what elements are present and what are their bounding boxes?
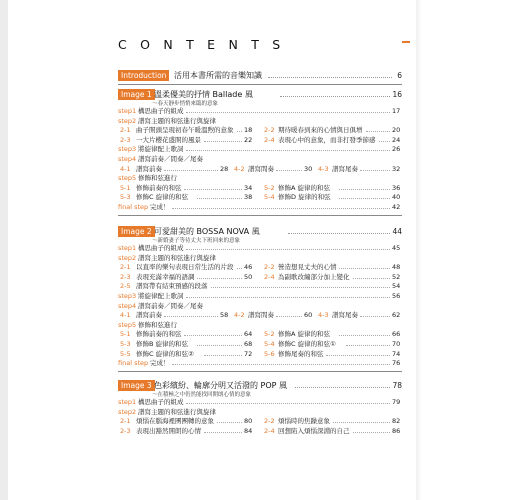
- entry-label: 2-3: [120, 272, 131, 281]
- leader-dots: [280, 96, 390, 97]
- entry-label: step1: [118, 107, 137, 115]
- entry-page: 82: [392, 417, 401, 426]
- entry-label: step4: [118, 155, 137, 163]
- entry-text: 將旋律配上歌詞: [138, 292, 184, 300]
- entry-label: 2-3: [120, 426, 131, 435]
- intro-title: 活用本書所需的音樂知識: [174, 71, 262, 80]
- entry-label: 4-2: [234, 311, 245, 320]
- leader-dots: [186, 112, 390, 113]
- leader-dots: [295, 387, 390, 388]
- entry-label: 5-2: [264, 330, 275, 339]
- entry-page: 86: [392, 426, 401, 435]
- entry-label: step3: [118, 292, 137, 300]
- toc-row[interactable]: [118, 292, 402, 301]
- entry-page: 66: [392, 330, 401, 339]
- entry-text: 表現心中的意象，而非打發季節感: [278, 135, 376, 144]
- toc-row[interactable]: [118, 340, 402, 349]
- entry-text: 修飾C 旋律的和弦②: [136, 349, 194, 358]
- section-subtitle: 〜新婚妻子等待丈夫下班回來的意象: [152, 238, 241, 244]
- entry-label: step1: [118, 244, 137, 252]
- toc-row[interactable]: [118, 117, 402, 126]
- toc-row[interactable]: [118, 302, 402, 311]
- leader-dots: [186, 403, 390, 404]
- entry-page: 17: [392, 107, 401, 115]
- entry-page: 46: [244, 263, 253, 272]
- entry-page: 70: [392, 340, 401, 348]
- leader-dots: [366, 131, 390, 132]
- entry-page: 24: [392, 135, 401, 144]
- entry-label: step4: [118, 301, 137, 310]
- entry-page: 72: [244, 349, 253, 358]
- entry-page: 64: [244, 330, 253, 339]
- entry-label: 2-4: [264, 272, 275, 281]
- entry-text: 譜寫尾奏: [332, 164, 358, 173]
- section-tag: Image 3: [118, 380, 155, 391]
- section-page: 16: [392, 90, 402, 99]
- entry-text: 一大片櫻花盛開的風景: [136, 135, 201, 144]
- leader-dots: [339, 198, 390, 199]
- section-title: 可愛甜美的 BOSSA NOVA 風: [154, 227, 260, 236]
- toc-row[interactable]: [118, 155, 402, 164]
- entry-label: step5: [118, 174, 137, 183]
- leader-dots: [339, 189, 390, 190]
- entry-page: 68: [244, 340, 253, 348]
- entry-text: 完成！: [150, 203, 170, 211]
- toc-row[interactable]: [118, 184, 402, 193]
- entry-page: 38: [244, 193, 253, 202]
- page-spine: [0, 0, 8, 500]
- entry-page: 40: [392, 193, 401, 202]
- toc-row[interactable]: [118, 359, 402, 368]
- entry-text: 煩惱時的焦躁意象: [278, 417, 330, 426]
- entry-text: 修飾B 旋律的和弦: [136, 340, 189, 348]
- section-subtitle: 〜春天靜步悄悄來臨的意象: [152, 101, 219, 107]
- entry-text: 修飾A 旋律的和弦: [278, 183, 331, 192]
- leader-dots: [346, 345, 390, 346]
- toc-row[interactable]: [118, 408, 402, 417]
- entry-label: 2-2: [264, 126, 275, 135]
- leader-dots: [197, 345, 242, 346]
- toc-row[interactable]: [118, 145, 402, 154]
- toc-row[interactable]: [118, 330, 402, 339]
- entry-text: 修飾C 旋律的和弦①: [278, 340, 336, 348]
- entry-page: 32: [392, 164, 401, 173]
- entry-page: 26: [392, 145, 401, 154]
- entry-text: 譜寫尾奏: [332, 311, 358, 320]
- entry-label: step2: [118, 407, 137, 416]
- entry-text: 曲子開頭呈現初春午暖溫煦的意象: [136, 126, 234, 135]
- entry-page: 20: [392, 126, 401, 135]
- entry-text: 譜寫間奏: [248, 311, 274, 320]
- entry-label: step2: [118, 116, 137, 125]
- entry-text: 修飾D 旋律的和弦: [278, 193, 331, 202]
- entry-text: 譜寫帶有結束預感的段落: [136, 282, 208, 291]
- section-tag: Image 2: [118, 226, 155, 237]
- entry-text: 營造想見丈夫的心情: [278, 263, 337, 272]
- entry-text: 修飾前奏的和弦: [136, 330, 182, 339]
- entry-label: 2-2: [264, 417, 275, 426]
- section-title: 溫柔優美的抒情 Ballade 風: [154, 90, 253, 99]
- section-subtitle: 〜在積極之中仍然能找回開朗心情的意象: [152, 392, 252, 398]
- leader-dots: [172, 208, 390, 209]
- leader-dots: [276, 316, 302, 317]
- toc-row[interactable]: [118, 107, 402, 116]
- entry-label: 4-1: [120, 164, 131, 173]
- leader-dots: [276, 170, 302, 171]
- leader-dots: [353, 432, 390, 433]
- entry-text: 期待暖春到來的心情與日俱增: [278, 126, 363, 135]
- entry-label: 5-2: [264, 183, 275, 192]
- entry-text: 構思曲子的組成: [138, 244, 184, 252]
- leader-dots: [204, 355, 242, 356]
- intro-page: 6: [397, 71, 402, 80]
- entry-label: 2-1: [120, 263, 131, 272]
- entry-page: 18: [244, 126, 253, 135]
- entry-page: 28: [220, 164, 229, 173]
- contents-title: CONTENTS: [118, 37, 294, 52]
- toc-row[interactable]: [118, 263, 402, 272]
- leader-dots: [217, 422, 242, 423]
- entry-page: 54: [392, 282, 401, 291]
- entry-label: final step: [118, 359, 149, 368]
- intro-entry[interactable]: [118, 70, 402, 82]
- entry-page: 52: [392, 272, 401, 281]
- leader-dots: [326, 355, 390, 356]
- section-2: [118, 226, 402, 368]
- toc-row[interactable]: [118, 126, 402, 135]
- entry-text: 譜寫前奏／間奏／尾奏: [138, 155, 203, 163]
- leader-dots: [288, 233, 390, 234]
- entry-label: 2-3: [120, 135, 131, 144]
- leader-dots: [204, 141, 242, 142]
- leader-dots: [339, 335, 390, 336]
- leader-dots: [204, 432, 242, 433]
- leader-dots: [339, 268, 390, 269]
- leader-dots: [237, 131, 242, 132]
- toc-row[interactable]: [118, 311, 402, 320]
- entry-label: 4-1: [120, 311, 131, 320]
- entry-label: 4-3: [318, 311, 329, 320]
- leader-dots: [164, 316, 218, 317]
- entry-text: 回想陷入煩惱深淵的自己: [278, 426, 350, 435]
- entry-page: 76: [392, 359, 401, 368]
- entry-label: 5-5: [120, 349, 131, 358]
- section-1: [118, 89, 402, 211]
- toc-row[interactable]: [118, 427, 402, 436]
- entry-text: 完成！: [150, 359, 170, 368]
- toc-row[interactable]: [118, 203, 402, 212]
- entry-text: 煩惱在腦海裡團團轉的意象: [136, 417, 214, 426]
- leader-dots: [333, 422, 390, 423]
- entry-page: 45: [392, 244, 401, 252]
- toc-row[interactable]: [118, 254, 402, 263]
- toc-row[interactable]: [118, 273, 402, 282]
- contents-header: [118, 34, 418, 50]
- leader-dots: [197, 278, 242, 279]
- toc-row[interactable]: [118, 165, 402, 174]
- entry-text: 譜寫前奏: [136, 164, 162, 173]
- intro-tag: Introduction: [118, 70, 169, 81]
- entry-text: 構思曲子的組成: [138, 398, 184, 406]
- leader-dots: [184, 335, 242, 336]
- entry-text: 將旋律配上歌詞: [138, 145, 184, 154]
- entry-text: 譜寫間奏: [248, 164, 274, 173]
- entry-label: 2-1: [120, 126, 131, 135]
- section-rule: [118, 215, 402, 216]
- toc-row[interactable]: [118, 321, 402, 330]
- section-page: 78: [392, 381, 402, 390]
- toc-row[interactable]: [118, 282, 402, 291]
- entry-page: 62: [392, 311, 401, 320]
- entry-text: 修飾前奏的和弦: [136, 183, 182, 192]
- entry-page: 50: [244, 272, 253, 281]
- toc-row[interactable]: [118, 398, 402, 407]
- entry-page: 48: [392, 263, 401, 272]
- entry-page: 58: [220, 311, 229, 320]
- leader-dots: [186, 150, 390, 151]
- entry-page: 79: [392, 398, 401, 406]
- section-title: 色彩繽紛、輪廓分明又活潑的 POP 風: [154, 381, 288, 390]
- entry-text: 構思曲子的組成: [138, 107, 184, 115]
- entry-page: 80: [244, 417, 253, 426]
- entry-text: 譜寫主題的和弦進行與旋律: [138, 116, 216, 125]
- entry-label: step2: [118, 253, 137, 262]
- section-tag: Image 1: [118, 89, 155, 100]
- entry-label: 5-1: [120, 330, 131, 339]
- leader-dots: [353, 278, 390, 279]
- leader-dots: [379, 141, 390, 142]
- entry-label: 5-3: [120, 340, 131, 348]
- section-page: 44: [392, 227, 402, 236]
- intro-rule: [118, 84, 402, 85]
- entry-text: 以直率的樂句表現日常生活的片段: [136, 263, 234, 272]
- entry-label: 5-1: [120, 183, 131, 192]
- section-rule: [118, 371, 402, 372]
- entry-text: 修飾C 旋律的和弦: [136, 193, 189, 202]
- entry-page: 60: [304, 311, 313, 320]
- entry-label: 4-2: [234, 164, 245, 173]
- leader-dots: [360, 170, 390, 171]
- page-edge-shadow: [416, 0, 422, 500]
- leader-dots: [211, 287, 390, 288]
- toc-row[interactable]: [118, 174, 402, 183]
- leader-dots: [237, 268, 242, 269]
- entry-label: 5-4: [264, 340, 275, 348]
- entry-page: 22: [244, 135, 253, 144]
- entry-label: 2-4: [264, 426, 275, 435]
- leader-dots: [172, 364, 390, 365]
- entry-page: 30: [304, 164, 313, 173]
- entry-label: 2-5: [120, 282, 131, 291]
- entry-label: 5-6: [264, 349, 275, 358]
- leader-dots: [186, 249, 390, 250]
- entry-page: 36: [392, 183, 401, 192]
- toc-row[interactable]: [118, 136, 402, 145]
- toc-row[interactable]: [118, 350, 402, 359]
- entry-text: 譜寫主題的和弦進行與旋律: [138, 253, 216, 262]
- entry-label: final step: [118, 203, 149, 211]
- toc-row[interactable]: [118, 193, 402, 202]
- entry-label: step5: [118, 320, 137, 329]
- entry-page: 84: [244, 426, 253, 435]
- entry-text: 修飾和弦進行: [138, 320, 177, 329]
- entry-text: 譜寫前奏／間奏／尾奏: [138, 301, 203, 310]
- leader-dots: [186, 297, 390, 298]
- entry-text: 表現充滿幸福的語調: [136, 272, 195, 281]
- toc-row[interactable]: [118, 244, 402, 253]
- entry-page: 42: [392, 203, 401, 211]
- leader-dots: [360, 316, 390, 317]
- entry-label: 2-4: [264, 135, 275, 144]
- entry-text: 表現出豁然開朗的心情: [136, 426, 201, 435]
- entry-label: 5-4: [264, 193, 275, 202]
- entry-page: 56: [392, 292, 401, 300]
- entry-label: 2-1: [120, 417, 131, 426]
- entry-text: 修飾A 旋律的和弦: [278, 330, 331, 339]
- toc-row[interactable]: [118, 417, 402, 426]
- entry-label: 4-3: [318, 164, 329, 173]
- entry-text: 修飾和弦進行: [138, 174, 177, 183]
- entry-label: step3: [118, 145, 137, 154]
- leader-dots: [164, 170, 218, 171]
- entry-page: 74: [392, 349, 401, 358]
- entry-label: step1: [118, 398, 137, 406]
- entry-text: 修飾尾奏的和弦: [278, 349, 324, 358]
- entry-text: 為副歌改編部分加上變化: [278, 272, 350, 281]
- entry-label: 2-2: [264, 263, 275, 272]
- entry-text: 譜寫主題的和弦進行與旋律: [138, 407, 216, 416]
- section-3: [118, 380, 402, 435]
- leader-dots: [184, 189, 242, 190]
- entry-label: 5-3: [120, 193, 131, 202]
- leader-dots: [197, 198, 242, 199]
- entry-text: 譜寫前奏: [136, 311, 162, 320]
- leader-dots: [268, 77, 392, 78]
- header-accent-dash: [402, 41, 410, 43]
- entry-page: 34: [244, 183, 253, 192]
